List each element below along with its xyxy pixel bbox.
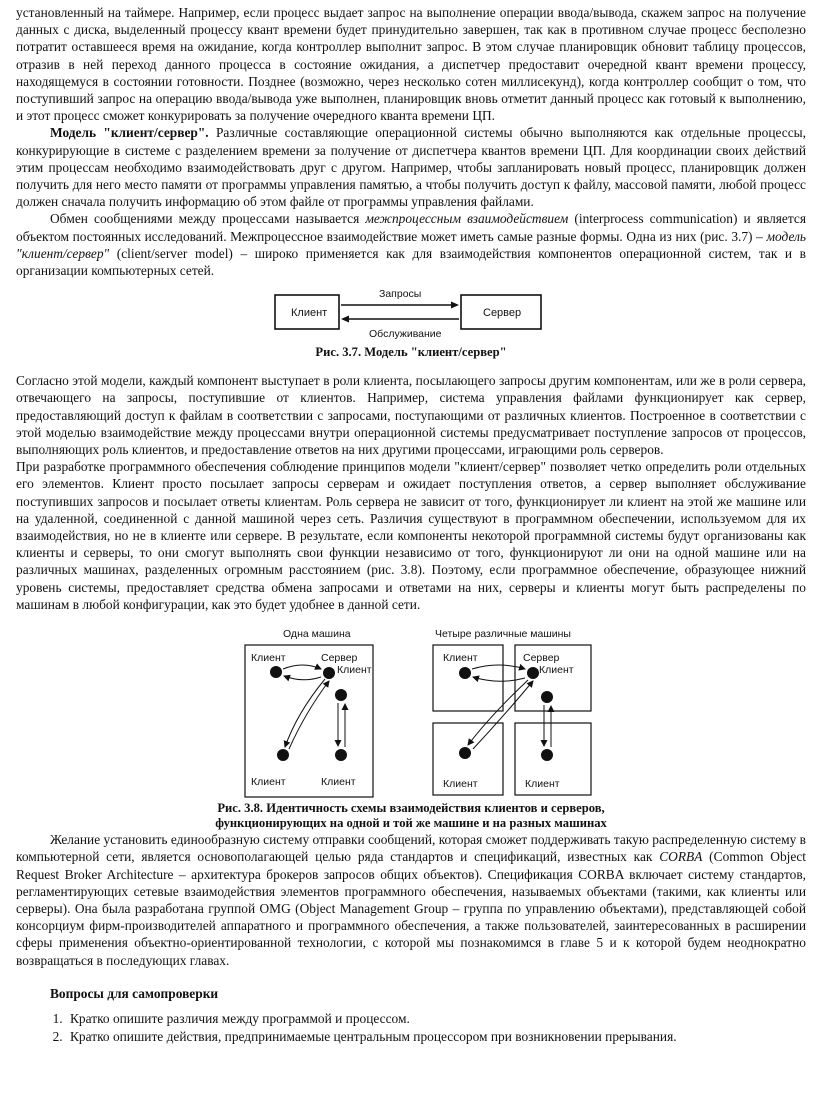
right-client-top-label: Клиент — [443, 652, 478, 665]
requests-label: Запросы — [379, 288, 422, 301]
left-client-bottom-label: Клиент — [251, 776, 286, 789]
paragraph-client-server-model — [16, 124, 806, 210]
left-arrow-server-to-bottom — [285, 679, 325, 747]
ipc-text-b: (interprocess communication) и является объектом постоянных исследований. Межпроцессное взаимодействие может иметь самые разные формы. Одна из них (рис. 3.7) – — [16, 211, 806, 244]
left-node-client-bottom-right — [335, 749, 347, 761]
term-ipc: межпроцессным взаимодействием — [365, 211, 569, 227]
left-node-server — [323, 667, 335, 679]
figure-3-7-svg — [271, 285, 551, 341]
questions-title: Вопросы для самопроверки — [50, 985, 219, 1001]
right-arrow-client-to-server — [472, 665, 525, 669]
left-client-top-label: Клиент — [251, 652, 286, 665]
left-arrow-client-to-server — [283, 665, 321, 669]
left-server-label: Сервер — [321, 652, 358, 665]
paragraph-model-roles: Согласно этой модели, каждый компонент выступает в роли клиента, посылающего запросы другим компонентам, или же в роли сервера, отвечающего на запросы, поступившие от клиентов. Например, система управления файлами функционирует как сервер, предоставляющий доступ к файлам в соответствии с запросами, поступающими от различных клиентов. Построенное в соответствии с этой моделью взаимодействие между процессами внутри операционной системы предусматривает поступление запросов от процессов, выполняющих роль клиентов, и предоставление ответов на них другими процессами, играющими роль серверов. — [16, 373, 806, 458]
left-node-client-top — [270, 666, 282, 678]
paragraph-ipc — [16, 210, 806, 279]
left-client-bottom-right-label: Клиент — [321, 776, 356, 789]
right-node-client-mid — [541, 691, 553, 703]
figure-3-8-diagram — [221, 627, 601, 799]
right-arrow-server-to-client — [473, 677, 525, 681]
service-arrowhead — [341, 316, 349, 323]
right-client-bottom-right-label: Клиент — [525, 778, 560, 791]
question-item: 2. Кратко опишите действия, предпринимаемые центральным процессором при возникновении прерывания. — [66, 1028, 806, 1046]
term-corba: CORBA — [659, 849, 703, 865]
ipc-text-c: (client/server model) – широко применяется как для взаимодействия компонентов операционной систем, так и в организации компьютерных сетей. — [16, 245, 806, 279]
left-arrow-server-to-client — [284, 676, 321, 680]
server-label: Сервер — [483, 307, 522, 320]
left-node-client-bottom — [277, 749, 289, 761]
requests-arrowhead — [451, 302, 459, 309]
right-client-mid-label: Клиент — [539, 664, 574, 677]
figure-3-7-caption: Рис. 3.7. Модель "клиент/сервер" — [315, 345, 507, 360]
corba-text-b: (Common Object Request Broker Architecture – архитектура брокеров запросов общих объектов). Спецификация CORBA включает систему стандартов, регламентирующих сетевые взаимодействия элементов программного обеспечения, называемых объектами (такими, как клиенты или серверы). Она была разработана группой OMG (Object Management Group – группа по управлению объектами), представляющей собой консорциум фирм-производителей аппаратного и программного обеспечения, а также пользователей, заинтересованных в расширении сферы применения объектно-ориентированной технологии, с которой мы познакомимся в главе 5 и к которой будем неоднократно возвращаться в последующих главах. — [16, 849, 806, 968]
questions-list — [16, 1010, 806, 1046]
corba-text-a: Желание установить единообразную систему отправки сообщений, которая сможет поддерживать такую распределенную систему в компьютерной сети, является основополагающей целью ряда стандартов и спецификаций, известных как — [16, 832, 806, 865]
rubric-client-server: Модель "клиент/сервер". — [50, 125, 209, 141]
right-node-client-bottom — [459, 747, 471, 759]
left-arrow-bottom-to-server — [289, 681, 329, 749]
figure-3-8-caption-line2: функционирующих на одной и той же машине и на разных машинах — [215, 816, 607, 831]
figure-3-7-diagram — [271, 285, 551, 341]
right-server-label: Сервер — [523, 652, 560, 665]
left-node-client-mid — [335, 689, 347, 701]
figure-3-8-caption-line1: Рис. 3.8. Идентичность схемы взаимодействия клиентов и серверов, — [217, 801, 605, 816]
right-node-server — [527, 667, 539, 679]
figure-3-8-svg — [221, 627, 601, 799]
paragraph-client-server-text: Различные составляющие операционной системы обычно выполняются как отдельные процессы, конкурирующие в системе с разделением времени за получение от диспетчера квантов времени ЦП. Для координации своих действий этим процессам необходимо взаимодействовать друг с другом. Например, чтобы запланировать новый процесс, планировщик должен получить для него место памяти от программы управления памятью, а чтобы получить доступ к файлу, массовой памяти, любой процесс должен сначала получить информацию об этом файле от программы управления файлами. — [16, 125, 806, 210]
question-item: 1. Кратко опишите различия между программой и процессом. — [66, 1010, 806, 1028]
right-arrow-server-to-bottom — [468, 680, 528, 745]
four-machines-title: Четыре различные машины — [435, 628, 571, 641]
figure-3-8-caption — [16, 801, 806, 831]
term-client-server-model: модель "клиент/сервер" — [16, 228, 806, 261]
paragraph-timer: установленный на таймере. Например, если процесс выдает запрос на выполнение операции ввода/вывода, скажем запрос на получение данных с диска, выделенный процессу квант времени будет принудительно завершен, так как в противном случае процесс бесполезно потратит оставшееся время на ожидание, когда контроллер выполнит запрос. В этом случае планировщик обновит таблицу процессов, отразив в ней переход данного процесса в состояние ожидания, а диспетчер предоставит очередной квант времени процессу, находящемуся в состоянии готовности. Позднее (возможно, через несколько сотен миллисекунд), когда контроллер сообщит о том, что поступивший запрос на операцию ввода/вывода уже выполнен, планировщик вновь отметит данный процесс как готовый к выполнению, и этот процесс сможет конкурировать за получение очередного кванта времени ЦП. — [16, 5, 806, 124]
ipc-text-a: Обмен сообщениями между процессами называется — [50, 211, 366, 227]
one-machine-title: Одна машина — [283, 628, 351, 641]
paragraph-software-design: При разработке программного обеспечения соблюдение принципов модели "клиент/сервер" позволяет четко определить роли отдельных его элементов. Клиент просто посылает запросы серверам и ожидает поступления ответов, а сервер выполняет обслуживание поступивших запросов и посылает ответы клиентам. Роль сервера не зависит от того, функционирует ли клиент на этой же машине или на удаленной, соединенной с данной машиной через сеть. Различия существуют в программном обеспечении, используемом для их взаимодействия, но не в клиенте или сервере. В результате, если компоненты некоторой программной системы будут организованы как клиенты и серверы, то они смогут выполнять свои функции независимо от того, функционируют ли они на одной машине или на различных машинах, разделенных огромным расстоянием (рис. 3.8). Поэтому, если программное обеспечение, образующее нижний уровень системы, предоставляет средства обмена запросами и ответами на них, серверы и клиенты могут быть распределены по машинам в любой конфигурации, как это будет удобнее в данной сети. — [16, 459, 806, 612]
right-node-client-bottom-right — [541, 749, 553, 761]
left-client-mid-label: Клиент — [337, 664, 372, 677]
paragraph-corba — [16, 831, 806, 969]
right-node-client-top — [459, 667, 471, 679]
right-client-bottom-label: Клиент — [443, 778, 478, 791]
service-label: Обслуживание — [369, 328, 442, 341]
client-label: Клиент — [291, 307, 328, 320]
document-page — [16, 4, 806, 1046]
